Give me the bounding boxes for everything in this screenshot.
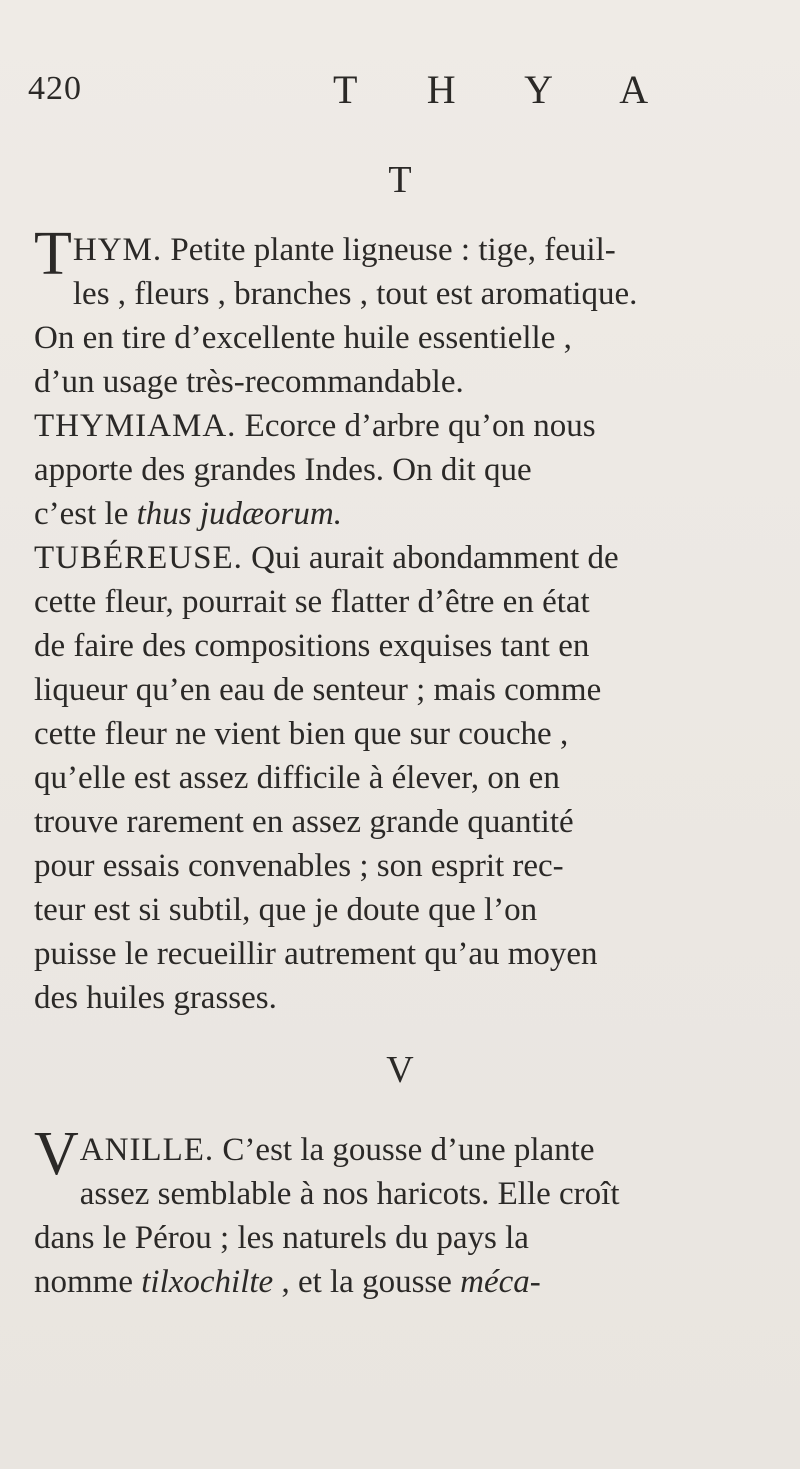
entry-text: liqueur qu’en eau de senteur ; mais comme bbox=[34, 672, 602, 708]
entry-tubereuse bbox=[34, 536, 760, 1020]
entry-vanille bbox=[34, 1120, 760, 1304]
entry-text: qu’elle est assez difficile à élever, on en bbox=[34, 760, 560, 796]
entry-text: assez semblable à nos haricots. Elle croît bbox=[79, 1176, 620, 1212]
entry-text: dans le Pérou ; les naturels du pays la bbox=[34, 1220, 529, 1256]
latin-term: thus judæorum. bbox=[136, 496, 342, 532]
entry-headword: HYM. bbox=[72, 232, 163, 268]
entry-headword: TUBÉREUSE. bbox=[34, 540, 243, 576]
entry-thym bbox=[34, 220, 760, 404]
drop-cap: T bbox=[34, 220, 72, 288]
entry-text: Qui aurait abondamment de bbox=[251, 540, 619, 576]
entry-text: trouve rarement en assez grande quantité bbox=[34, 804, 574, 840]
section-heading-t: T bbox=[388, 159, 412, 201]
entry-text: cette fleur ne vient bien que sur couche , bbox=[34, 716, 569, 752]
entry-text: Ecorce d’arbre qu’on nous bbox=[244, 408, 596, 444]
entry-text: c’est le bbox=[34, 496, 129, 532]
entry-text: apporte des grandes Indes. On dit que bbox=[34, 452, 532, 488]
running-title: T H Y A bbox=[333, 67, 679, 112]
entry-text: , et la gousse bbox=[281, 1264, 452, 1300]
section-heading-v: V bbox=[386, 1049, 414, 1091]
page-number: 420 bbox=[28, 70, 82, 107]
entry-text: pour essais convenables ; son esprit rec- bbox=[34, 848, 564, 884]
entry-text: de faire des compositions exquises tant en bbox=[34, 628, 590, 664]
entry-text: teur est si subtil, que je doute que l’on bbox=[34, 892, 538, 928]
entry-text: des huiles grasses. bbox=[34, 980, 277, 1016]
entry-text: d’un usage très-recommandable. bbox=[34, 364, 464, 400]
running-head bbox=[28, 62, 748, 112]
entry-text: Petite plante ligneuse : tige, feuil- bbox=[170, 232, 616, 268]
entry-thymiama bbox=[34, 404, 760, 536]
entry-text: C’est la gousse d’une plante bbox=[222, 1132, 595, 1168]
entry-text: cette fleur, pourrait se flatter d’être en état bbox=[34, 584, 590, 620]
entry-headword: THYMIAMA. bbox=[34, 408, 237, 444]
entry-text: les , fleurs , branches , tout est aromatique. bbox=[72, 276, 638, 312]
entry-text: nomme bbox=[34, 1264, 133, 1300]
drop-cap: V bbox=[34, 1120, 79, 1188]
entry-text: On en tire d’excellente huile essentielle , bbox=[34, 320, 572, 356]
entry-text: méca- bbox=[460, 1264, 541, 1300]
entry-text: puisse le recueillir autrement qu’au moyen bbox=[34, 936, 598, 972]
latin-term: tilxochilte bbox=[141, 1264, 274, 1300]
entry-headword: ANILLE. bbox=[79, 1132, 215, 1168]
